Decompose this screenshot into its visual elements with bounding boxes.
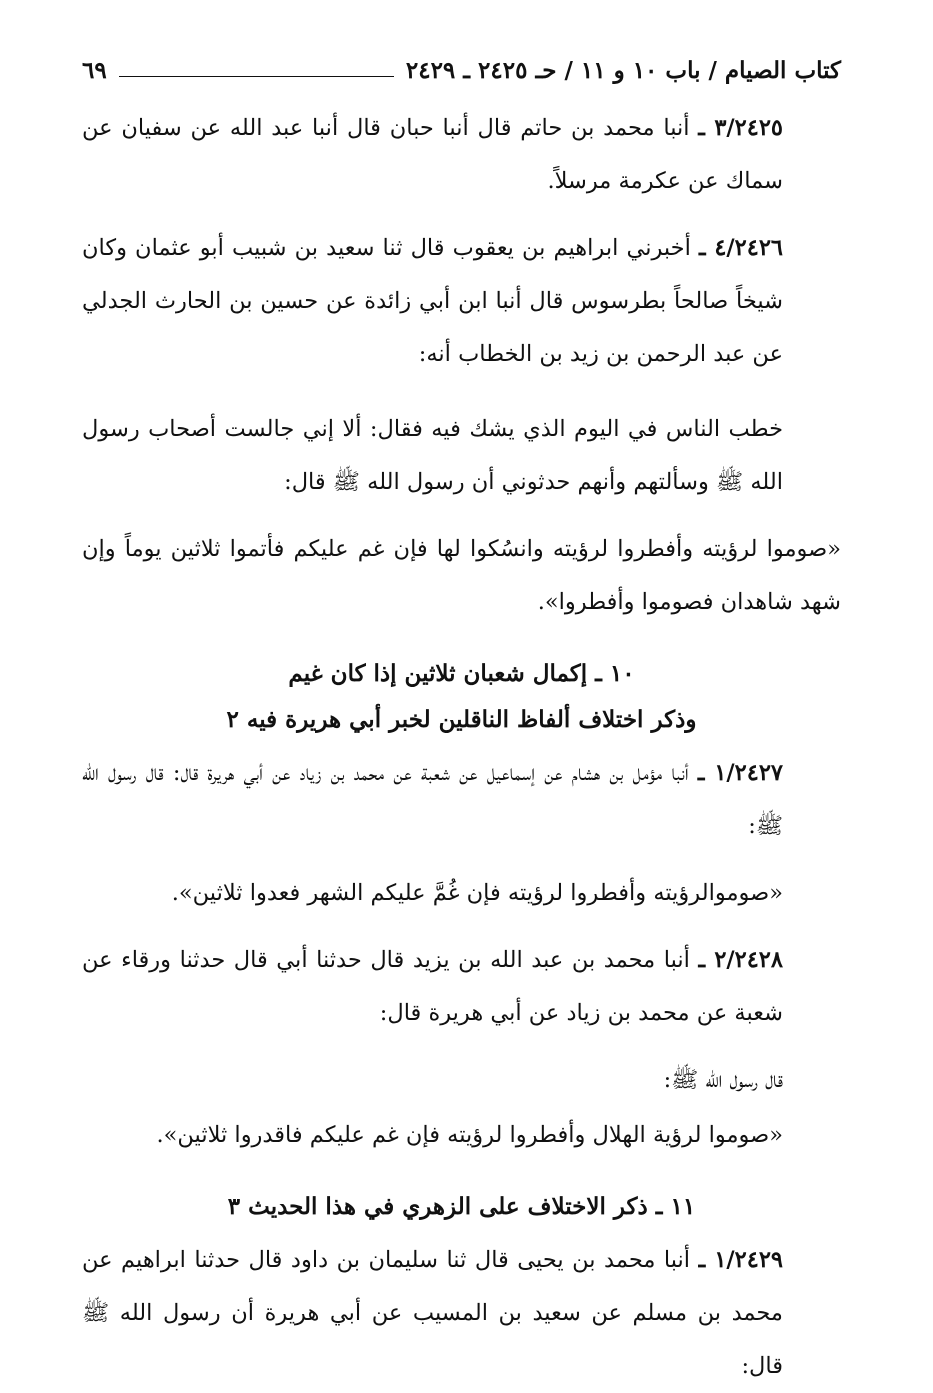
- chapter-10-heading: [82, 651, 841, 743]
- chapter-10-title: ١٠ ـ إكمال شعبان ثلاثين إذا كان غيم: [288, 660, 635, 687]
- hadith-number: ٤/٢٤٢٦ ـ: [698, 235, 783, 261]
- quote-text: «صوموا لرؤيته وأفطروا لرؤيته وانسُكوا لها فإن غم عليكم فأتموا ثلاثين يوماً وإن شهد شاهدان فصوموا وأفطروا».: [82, 536, 841, 615]
- hadith-text: قال رسول الله ﷺ:: [663, 1067, 783, 1093]
- hadith-text: أنبا محمد بن يحيى قال ثنا سليمان بن داود قال حدثنا ابراهيم عن محمد بن مسلم عن سعيد بن المسيب عن أبي هريرة أن رسول الله ﷺ قال:: [82, 1247, 783, 1379]
- hadith-2425: [82, 102, 841, 208]
- hadith-text: أنبا محمد بن حاتم قال أنبا حبان قال أنبا عبد الله عن سفيان عن سماك عن عكرمة مرسلاً.: [82, 115, 783, 194]
- hadith-text: أخبرني ابراهيم بن يعقوب قال ثنا سعيد بن شبيب أبو عثمان وكان شيخاً صالحاً بطرسوس قال أنبا ابن أبي زائدة عن حسين بن الحارث الجدلي عن عبد الرحمن بن زيد بن الخطاب أنه:: [82, 235, 783, 367]
- hadith-text: أنبا محمد بن عبد الله بن يزيد قال حدثنا أبي قال حدثنا ورقاء عن شعبة عن محمد بن زياد عن أبي هريرة قال:: [82, 947, 783, 1026]
- hadith-2427-quote: [82, 867, 841, 920]
- header-title: كتاب الصيام / باب ١٠ و ١١ / حـ ٢٤٢٥ ـ ٢٤٢٩: [405, 56, 841, 84]
- quote-text: «صوموا لرؤية الهلال وأفطروا لرؤيته فإن غم عليكم فاقدروا ثلاثين».: [156, 1122, 783, 1148]
- page-body: [82, 102, 841, 1393]
- hadith-2426: [82, 222, 841, 381]
- running-header: [82, 52, 841, 88]
- hadith-2428: [82, 934, 841, 1040]
- chapter-11-heading: [82, 1184, 841, 1230]
- hadith-2428-intro: [82, 1054, 841, 1107]
- hadith-2426-quote: [82, 523, 841, 629]
- hadith-number: ٣/٢٤٢٥ ـ: [698, 115, 783, 141]
- chapter-11-title: ١١ ـ ذكر الاختلاف على الزهري في هذا الحديث ٣: [227, 1193, 696, 1220]
- quote-text: «صوموالرؤيته وأفطروا لرؤيته فإن غُمَّ عليكم الشهر فعدوا ثلاثين».: [171, 880, 783, 906]
- hadith-number: ٢/٢٤٢٨ ـ: [698, 947, 783, 973]
- hadith-2429: [82, 1234, 841, 1393]
- chapter-10-subtitle: وذكر اختلاف ألفاظ الناقلين لخبر أبي هريرة فيه ٢: [226, 706, 697, 733]
- hadith-text: خطب الناس في اليوم الذي يشك فيه فقال: ألا إني جالست أصحاب رسول الله ﷺ وسألتهم وأنهم حدثوني أن رسول الله ﷺ قال:: [82, 416, 783, 495]
- hadith-text: أنبا مؤمل بن هشام عن إسماعيل عن شعبة عن محمد بن زياد عن أبي هريرة قال: قال رسول الله ﷺ:: [82, 760, 783, 839]
- header-rule: [119, 76, 394, 77]
- hadith-2428-quote: [82, 1109, 841, 1162]
- hadith-number: ١/٢٤٢٧ ـ: [697, 760, 783, 786]
- hadith-2427: [82, 747, 841, 853]
- page-number: ٦٩: [82, 56, 107, 84]
- hadith-number: ١/٢٤٢٩ ـ: [698, 1247, 783, 1273]
- hadith-2426-matn: [82, 403, 841, 509]
